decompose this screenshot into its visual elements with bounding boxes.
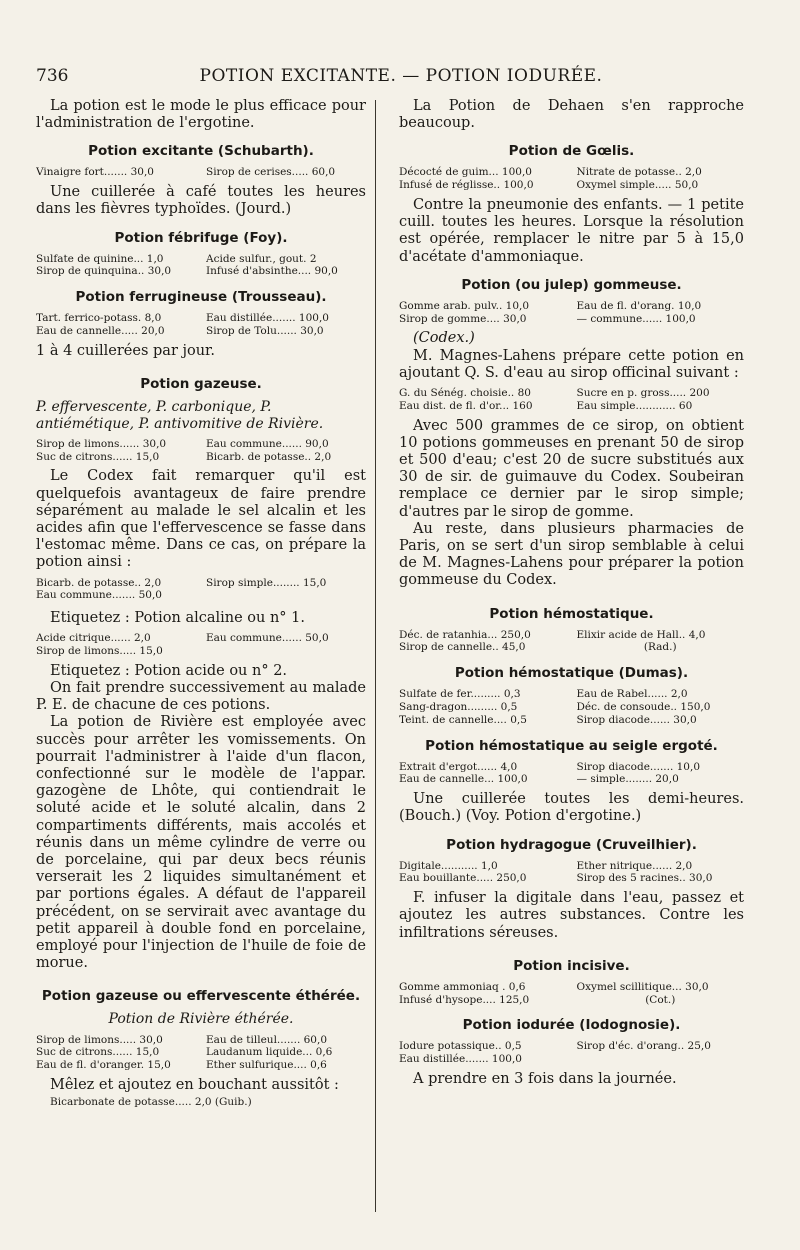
recipe-table-incisive — [399, 981, 744, 1007]
recipe-entry: Sirop de cannelle.. 45,0 — [399, 641, 526, 654]
recipe-entry: — commune...... 100,0 — [576, 312, 696, 325]
left-column — [36, 98, 366, 1114]
section-title-trousseau: Potion ferrugineuse (Trousseau). — [75, 289, 327, 306]
recipe-table-hydragogue — [399, 860, 744, 886]
recipe-entry: Eau commune...... 50,0 — [206, 632, 329, 645]
running-title: POTION EXCITANTE. — POTION IODURÉE. — [199, 66, 603, 86]
recipe-table-gazeuse — [36, 438, 366, 464]
recipe-entry: Eau de fl. d'oranger. 15,0 — [36, 1059, 171, 1072]
recipe-entry: Sirop de limons..... 15,0 — [36, 645, 163, 657]
recipe-entry: Décocté de guim... 100,0 — [399, 166, 532, 179]
recipe-entry: Suc de citrons...... 15,0 — [36, 450, 160, 463]
section-title-etheree: Potion gazeuse ou effervescente éthérée. — [41, 988, 361, 1005]
recipe-entry: Eau commune....... 50,0 — [36, 589, 162, 602]
section-title-hemostatique: Potion hémostatique. — [489, 605, 654, 622]
label-alcaline: Etiquetez : Potion alcaline ou n° 1. — [50, 610, 306, 627]
gommeuse-text-2: Avec 500 grammes de ce sirop, on obtient 10 potions gommeuses en prenant 50 de sirop et 500 d'eau; c'est 20 de sucre substitués aux 30 de sir. de guimauve du Codex. Soubeiran remplace ce dernier par le sirop simple; d'autres par le sirop de gomme. — [399, 417, 744, 520]
label-acide: Etiquetez : Potion acide ou n° 2. — [50, 662, 288, 679]
section-title-iodognosie: Potion iodurée (Iodognosie). — [462, 1017, 681, 1034]
recipe-table-trousseau — [36, 312, 366, 338]
recipe-entry: Nitrate de potasse.. 2,0 — [576, 166, 702, 179]
recipe-entry: Eau de tilleul....... 60,0 — [206, 1033, 328, 1046]
recipe-entry: Vinaigre fort....... 30,0 — [36, 166, 154, 179]
recipe-entry: — simple........ 20,0 — [576, 773, 679, 786]
recipe-entry: Sirop simple........ 15,0 — [206, 576, 327, 589]
recipe-entry: Eau commune...... 90,0 — [206, 437, 329, 450]
iodognosie-text: A prendre en 3 fois dans la journée. — [413, 1071, 677, 1088]
recipe-entry: Gomme ammoniaq . 0,6 — [399, 980, 526, 993]
goelis-text: Contre la pneumonie des enfants. — 1 petite cuill. toutes les heures. Lorsque la résolution est opérée, remplacer le nitre par 5 à 15,0 d'acétate d'ammoniaque. — [399, 197, 744, 265]
right-column — [399, 98, 744, 1088]
recipe-entry: Eau de fl. d'orang. 10,0 — [576, 299, 702, 312]
recipe-entry: Sirop de Tolu...... 30,0 — [206, 325, 324, 337]
recipe-entry: G. du Sénég. choisie.. 80 — [399, 387, 531, 400]
schubarth-text: Une cuillerée à café toutes les heures dans les fièvres typhoïdes. (Jourd.) — [36, 184, 366, 218]
gommeuse-text-3: Au reste, dans plusieurs pharmacies de Paris, on se sert d'un sirop semblable à celui de M. Magnes-Lahens pour préparer la potion gommeuse du Codex. — [399, 520, 744, 589]
recipe-entry: Sirop de cerises..... 60,0 — [206, 166, 336, 179]
recipe-table-etheree-last — [50, 1096, 366, 1109]
recipe-entry: Eau dist. de fl. d'or... 160 — [399, 399, 533, 412]
recipe-table-schubarth — [36, 166, 366, 179]
seigle-text: Une cuillerée toutes les demi-heures. (Bouch.) (Voy. Potion d'ergotine.) — [399, 791, 744, 825]
recipe-table-magnes — [399, 387, 744, 413]
recipe-entry: Infusé d'absinthe.... 90,0 — [206, 265, 338, 278]
recipe-entry: Sirop de gomme.... 30,0 — [399, 312, 527, 325]
recipe-entry: Sirop de limons..... 30,0 — [36, 1033, 163, 1046]
recipe-entry: Oxymel simple..... 50,0 — [576, 179, 699, 192]
recipe-entry: Sirop de limons...... 30,0 — [36, 437, 167, 450]
recipe-entry: Bicarb. de potasse.. 2,0 — [206, 450, 332, 463]
recipe-entry: Suc de citrons...... 15,0 — [36, 1046, 160, 1059]
section-title-hydragogue: Potion hydragogue (Cruveilhier). — [446, 836, 697, 853]
recipe-entry: Sirop diacode...... 30,0 — [576, 713, 697, 726]
recipe-table-iodognosie — [399, 1040, 744, 1066]
recipe-entry: Eau de Rabel...... 2,0 — [576, 688, 688, 701]
section-title-gommeuse: Potion (ou julep) gommeuse. — [461, 276, 682, 293]
recipe-table-alcaline — [36, 577, 366, 603]
recipe-entry: Acide sulfur., gout. 2 — [206, 252, 317, 265]
recipe-entry: Sucre en p. gross..... 200 — [576, 387, 710, 400]
recipe-entry: Déc. de ratanhia... 250,0 — [399, 628, 531, 641]
section-title-hemostatique-seigle: Potion hémostatique au seigle ergoté. — [425, 737, 718, 754]
recipe-entry: Ether sulfurique.... 0,6 — [206, 1059, 327, 1072]
recipe-entry: Sang-dragon......... 0,5 — [399, 701, 518, 714]
recipe-entry — [206, 589, 366, 602]
recipe-entry: Digitale........... 1,0 — [399, 859, 498, 872]
recipe-entry: Eau distillée....... 100,0 — [399, 1053, 522, 1066]
section-title-schubarth: Potion excitante (Schubarth). — [88, 143, 314, 160]
recipe-entry: Gomme arab. pulv.. 10,0 — [399, 299, 530, 312]
recipe-entry: Extrait d'ergot...... 4,0 — [399, 760, 518, 773]
recipe-entry: (Rad.) — [643, 641, 677, 654]
recipe-entry: Bicarb. de potasse.. 2,0 — [36, 576, 162, 589]
recipe-table-foy — [36, 253, 366, 279]
dehaen-paragraph: La Potion de Dehaen s'en rapproche beaucoup. — [399, 98, 744, 132]
recipe-entry — [577, 1053, 745, 1066]
recipe-table-acide — [36, 632, 366, 658]
recipe-entry: (Cot.) — [645, 993, 676, 1006]
recipe-table-dumas — [399, 688, 744, 726]
gommeuse-text-1: M. Magnes-Lahens prépare cette potion en ajoutant Q. S. d'eau au sirop officinal suivant : — [399, 347, 744, 381]
section-title-gazeuse: Potion gazeuse. — [140, 375, 262, 392]
trousseau-dosage: 1 à 4 cuillerées par jour. — [36, 342, 215, 359]
recipe-entry: Bicarbonate de potasse..... 2,0 (Guib.) — [50, 1096, 252, 1109]
etheree-subtitle: Potion de Rivière éthérée. — [108, 1011, 294, 1028]
recipe-entry: Teint. de cannelle.... 0,5 — [399, 713, 527, 726]
recipe-entry: Eau de cannelle..... 20,0 — [36, 325, 165, 337]
recipe-table-goelis — [399, 166, 744, 192]
gazeuse-codex-text: Le Codex fait remarquer qu'il est quelquefois avantageux de faire prendre séparément au malade le sel alcalin et les acides afin que l'effervescence se fasse dans l'estomac même. Dans ce cas, on prépare la potion ainsi : — [36, 468, 366, 571]
recipe-table-seigle — [399, 761, 744, 787]
recipe-entry: Eau bouillante..... 250,0 — [399, 872, 527, 885]
recipe-table-etheree — [36, 1034, 366, 1072]
recipe-entry: Sirop de quinquina.. 30,0 — [36, 265, 172, 278]
recipe-entry: Infusé de réglisse.. 100,0 — [399, 179, 534, 192]
gazeuse-text-2: On fait prendre successivement au malade P. E. de chacune de ces potions. — [36, 680, 366, 714]
gazeuse-text-3: La potion de Rivière est employée avec succès pour arrêter les vomissements. On pourrait l'administrer à l'aide d'un flacon, confectionné sur le modèle de l'appar. gazogène de Lhôte, qui contiendrait le soluté acide et le soluté alcalin, dans 2 compartiments différents, mais accolés et réunis dans un même cylindre de verre ou de porcelaine, qui par deux becs réunis verserait les 2 liquides simultanément et par portions égales. A défaut de l'appareil précédent, on se servirait avec avantage du petit appareil à double fond en porcelaine, employé pour l'injection de l'huile de foie de morue. — [36, 714, 366, 972]
section-title-goelis: Potion de Gœlis. — [508, 143, 635, 160]
section-title-hemostatique-dumas: Potion hémostatique (Dumas). — [454, 665, 689, 682]
recipe-table-gommeuse — [399, 300, 744, 326]
running-header — [36, 62, 766, 92]
recipe-entry: Ether nitrique...... 2,0 — [576, 859, 693, 872]
etheree-text: Mêlez et ajoutez en bouchant aussitôt : — [50, 1077, 339, 1094]
recipe-entry: Acide citrique...... 2,0 — [36, 632, 151, 645]
recipe-entry: Tart. ferrico-potass. 8,0 — [36, 312, 162, 325]
recipe-entry: Sirop diacode....... 10,0 — [576, 760, 701, 773]
codex-reference: (Codex.) — [413, 330, 475, 347]
recipe-entry: Eau distillée....... 100,0 — [206, 312, 329, 325]
recipe-table-hemostatique — [399, 629, 744, 655]
column-divider — [375, 100, 376, 1212]
recipe-entry: Elixir acide de Hall.. 4,0 — [576, 628, 706, 641]
recipe-entry: Sulfate de fer......... 0,3 — [399, 688, 521, 701]
section-title-foy: Potion fébrifuge (Foy). — [114, 229, 288, 246]
recipe-entry: Iodure potassique.. 0,5 — [399, 1040, 522, 1053]
page-number: 736 — [36, 66, 69, 86]
recipe-entry: Sulfate de quinine... 1,0 — [36, 252, 164, 265]
section-title-incisive: Potion incisive. — [513, 957, 630, 974]
hydragogue-text: F. infuser la digitale dans l'eau, passez et ajoutez les autres substances. Contre les infiltrations séreuses. — [399, 890, 744, 941]
recipe-entry: Eau de cannelle... 100,0 — [399, 773, 528, 786]
recipe-entry: Oxymel scillitique... 30,0 — [576, 980, 709, 993]
recipe-entry: Eau simple............ 60 — [576, 399, 693, 412]
intro-paragraph: La potion est le mode le plus efficace pour l'administration de l'ergotine. — [36, 98, 366, 132]
recipe-entry: Sirop d'éc. d'orang.. 25,0 — [576, 1040, 711, 1053]
recipe-entry — [206, 645, 366, 658]
recipe-entry: Sirop des 5 racines.. 30,0 — [576, 872, 713, 885]
recipe-entry: Laudanum liquide... 0,6 — [206, 1046, 333, 1059]
gazeuse-subtitle: P. effervescente, P. carbonique, P. antiémétique, P. antivomitive de Rivière. — [36, 398, 324, 432]
recipe-entry: Déc. de consoude.. 150,0 — [576, 701, 711, 714]
recipe-entry: Infusé d'hysope.... 125,0 — [399, 993, 530, 1006]
